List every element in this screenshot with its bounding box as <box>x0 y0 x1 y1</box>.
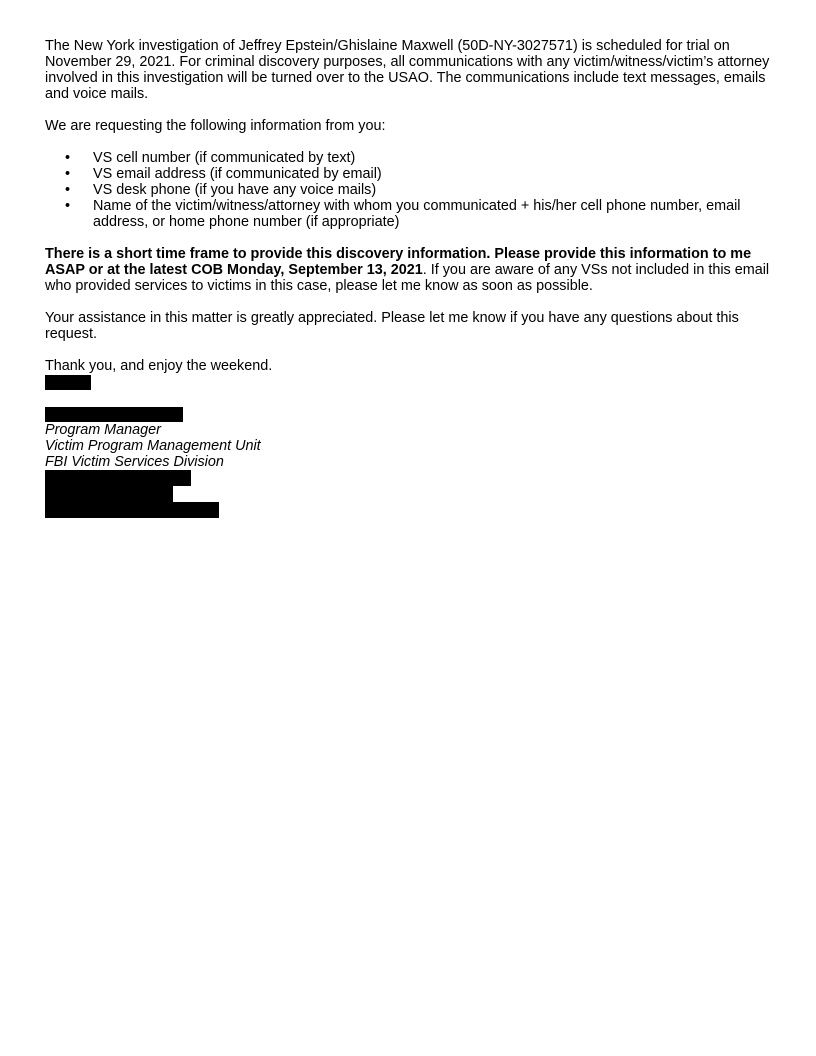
deadline-paragraph <box>45 246 775 294</box>
request-item-text: Name of the victim/witness/attorney with whom you communicated + his/her cell phone number, email address, or home phone number (if appropriate) <box>93 198 741 230</box>
signature-title: Program Manager <box>45 422 161 438</box>
intro-paragraph: The New York investigation of Jeffrey Epstein/Ghislaine Maxwell (50D-NY-3027571) is scheduled for trial on November 29, 2021. For criminal discovery purposes, all communications with any victim/witness/victim’s attorney involved in this investigation will be turned over to the USAO. The communications include text messages, emails and voice mails. <box>45 38 770 102</box>
bullet-icon: • <box>65 182 71 198</box>
appreciation-paragraph: Your assistance in this matter is greatly appreciated. Please let me know if you have any questions about this request. <box>45 310 739 342</box>
request-item-text: VS desk phone (if you have any voice mails) <box>93 182 377 198</box>
request-item-text: VS cell number (if communicated by text) <box>93 150 356 166</box>
signature-block <box>45 375 775 518</box>
redaction-box <box>45 470 191 486</box>
signature-unit: Victim Program Management Unit <box>45 438 261 454</box>
closing-line: Thank you, and enjoy the weekend. <box>45 358 273 374</box>
request-lead: We are requesting the following information from you: <box>45 118 386 134</box>
request-item-text: VS email address (if communicated by email) <box>93 166 382 182</box>
request-item-email <box>45 166 775 182</box>
deadline-bold-text: There is a short time frame to provide this discovery information. Please provide this information to me ASAP or at the latest COB Monday, September 13, 2021 <box>45 246 752 278</box>
request-item-cell <box>45 150 775 166</box>
document-page <box>45 38 775 518</box>
redaction-box <box>45 486 173 502</box>
redaction-box <box>45 407 183 422</box>
deadline-rest-text: . If you are aware of any VSs not included in this email who provided services to victims in this case, please let me know as soon as possible. <box>45 262 770 294</box>
request-item-desk-phone <box>45 182 775 198</box>
redaction-box <box>45 502 219 518</box>
request-item-contact-name <box>45 198 775 230</box>
bullet-icon: • <box>65 166 71 182</box>
signature-division: FBI Victim Services Division <box>45 454 224 470</box>
bullet-icon: • <box>65 198 71 214</box>
bullet-icon: • <box>65 150 71 166</box>
request-list <box>45 150 775 230</box>
redaction-box <box>45 375 91 390</box>
